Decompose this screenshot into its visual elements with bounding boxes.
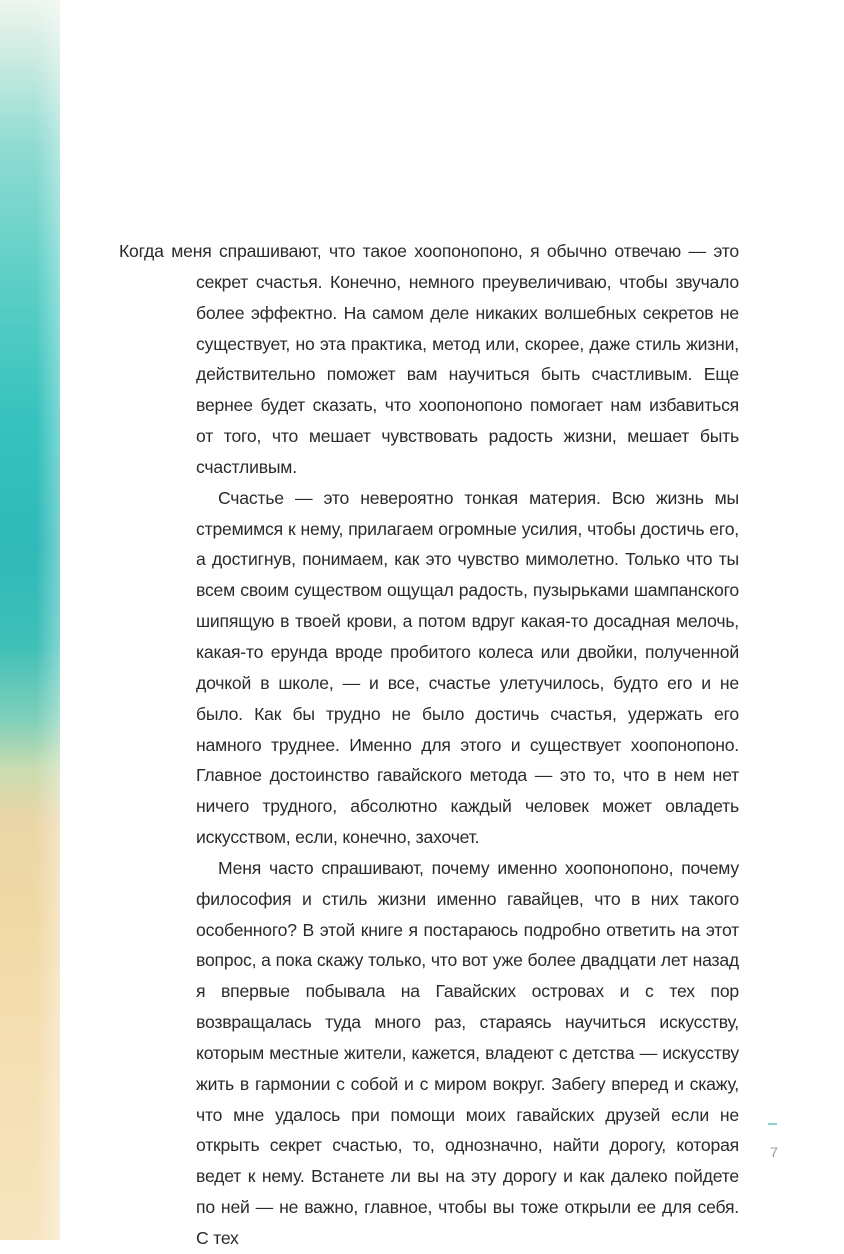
beach-photo-strip — [0, 0, 60, 1240]
body-text — [119, 236, 739, 1254]
paragraph: Меня часто спрашивают, почему именно хоопонопоно, почему философия и стиль жизни именно гавайцев, что в них такого особенного? В этой книге я постараюсь подробно ответить на этот вопрос, а пока скажу только, что вот уже более двадцати лет назад я впервые побывала на Гавайских островах и с тех пор возвращалась туда много раз, стараясь научиться искусству, которым местные жители, кажется, владеют с детства — искусству жить в гармонии с собой и с миром вокруг. Забегу вперед и скажу, что мне удалось при помощи моих гавайских друзей если не открыть секрет счастью, то, однозначно, найти дорогу, которая ведет к нему. Встанете ли вы на эту дорогу и как далеко пойдете по ней — не важно, главное, чтобы вы тоже открыли ее для себя. С тех — [196, 857, 739, 1248]
page-number-dash — [768, 1123, 777, 1125]
paragraph: Счастье — это невероятно тонкая материя. Всю жизнь мы стремимся к нему, прилагаем огромные усилия, чтобы достичь его, а достигнув, понимаем, как это чувство мимолетно. Только что ты всем своим существом ощущал радость, пузырьками шампанского шипящую в твоей крови, а потом вдруг какая-то досадная мелочь, какая-то ерунда вроде пробитого колеса или двойки, полученной дочкой в школе, — и все, счастье улетучилось, будто его и не было. Как бы трудно не было достичь счастья, удержать его намного труднее. Именно для этого и существует хоопонопоно. Главное достоинство гавайского метода — это то, что в нем нет ничего трудного, абсолютно каждый человек может овладеть искусством, если, конечно, захочет. — [196, 487, 739, 848]
page-number: 7 — [770, 1144, 778, 1160]
paragraph: Когда меня спрашивают, что такое хоопонопоно, я обычно отвечаю — это секрет счастья. Конечно, немного преувеличиваю, чтобы звучало более эффектно. На самом деле никаких волшебных секретов не существует, но эта практика, метод или, скорее, даже стиль жизни, действительно поможет вам научиться быть счастливым. Еще вернее будет сказать, что хоопонопоно помогает нам избавиться от того, что мешает чувствовать радость жизни, мешает быть счастливым. — [119, 241, 739, 477]
